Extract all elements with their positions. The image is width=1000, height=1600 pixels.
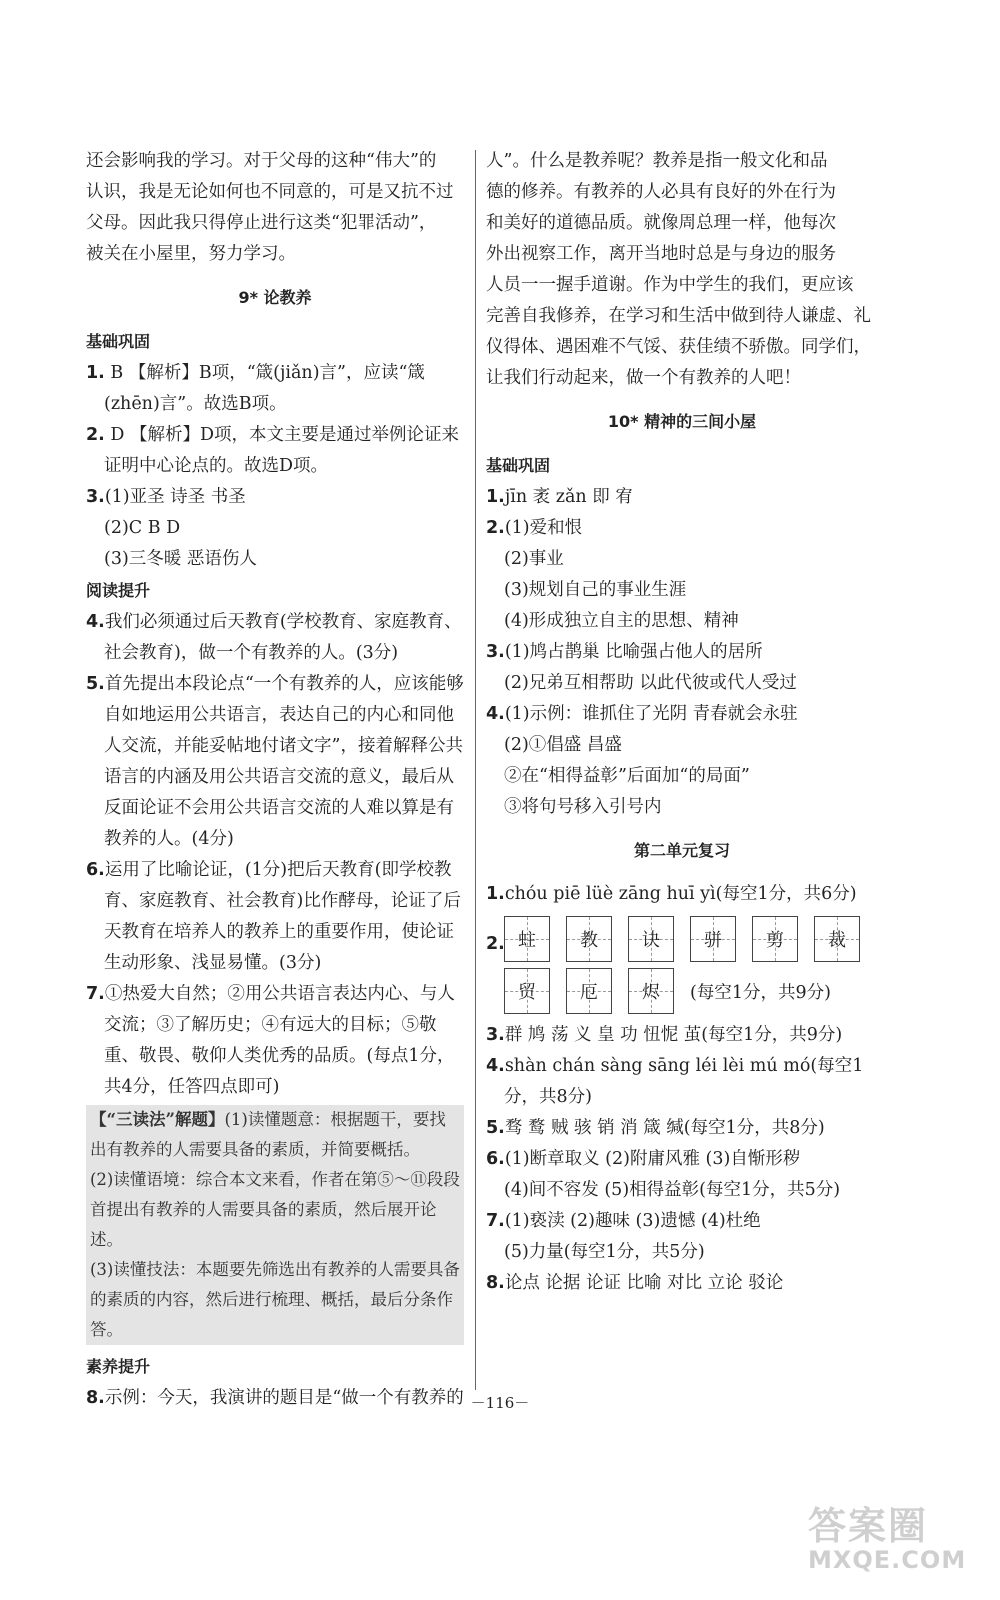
intro-line: 和美好的道德品质。就像周总理一样，他每次 xyxy=(486,213,836,233)
intro-line: 被关在小屋里，努力学习。 xyxy=(86,244,296,264)
intro-line: 认识，我是无论如何也不同意的，可是又抗不过 xyxy=(86,182,454,202)
intro-line: 让我们行动起来，做一个有教养的人吧！ xyxy=(486,368,801,388)
section-heading: 素养提升 xyxy=(86,1357,151,1376)
lesson-title: 10* 精神的三间小屋 xyxy=(607,412,757,431)
solution-tip-box xyxy=(86,1105,464,1345)
answer-item: 7.(1)亵渎 (2)趣味 (3)遗憾 (4)杜绝 xyxy=(486,1211,761,1231)
answer-item: 7.①热爱大自然；②用公共语言表达内心、与人交流；③了解历史；④有远大的目标；⑤敬重、敬畏、敬仰人类优秀的品质。(每点1分，共4分，任答四点即可) xyxy=(86,984,455,1097)
section-heading: 基础巩固 xyxy=(486,456,551,475)
tianzige-cell: 诀 xyxy=(628,916,674,962)
answer-item: 4.shàn chán sàng sāng léi lèi mú mó(每空1分，共8分) xyxy=(486,1056,864,1107)
intro-line: 仪得体、遇困难不气馁、获佳绩不骄傲。同学们， xyxy=(486,337,871,357)
answer-item: 1.jīn 袤 zǎn 即 宥 xyxy=(486,487,633,507)
page-number: －116－ xyxy=(470,1394,530,1412)
watermark-url: MXQE.COM xyxy=(808,1546,967,1574)
answer-item: 8.论点 论据 论证 比喻 对比 立论 驳论 xyxy=(486,1273,784,1293)
answer-item-grid xyxy=(486,916,878,1014)
answer-subline: ③将句号移入引号内 xyxy=(504,797,662,817)
tianzige-cell: 裁 xyxy=(814,916,860,962)
answer-subline: (3)规划自己的事业生涯 xyxy=(504,580,687,600)
answer-item: 1. B 【解析】B项，“箴(jiǎn)言”，应读“箴(zhēn)言”。故选B项。 xyxy=(86,363,425,414)
answer-subline: (4)间不容发 (5)相得益彰(每空1分，共5分) xyxy=(504,1180,841,1200)
answer-subline: (5)力量(每空1分，共5分) xyxy=(504,1242,705,1262)
intro-line: 人”。什么是教养呢？教养是指一般文化和品 xyxy=(486,151,828,171)
tianzige-cell: 厄 xyxy=(566,968,612,1014)
tianzige-cell: 蛀 xyxy=(504,916,550,962)
left-column xyxy=(86,146,464,1414)
tip-title: 【“三读法”解题】 xyxy=(90,1110,225,1129)
unit-review-title: 第二单元复习 xyxy=(633,841,730,860)
answer-item: 3.(1)亚圣 诗圣 书圣 xyxy=(86,487,246,507)
intro-line: 还会影响我的学习。对于父母的这种“伟大”的 xyxy=(86,151,437,171)
watermark-logo xyxy=(808,1495,988,1595)
tianzige-cell: 烬 xyxy=(628,968,674,1014)
answer-subline: (2)①倡盛 昌盛 xyxy=(504,735,622,755)
answer-item: 6.运用了比喻论证，(1分)把后天教育(即学校教育、家庭教育、社会教育)比作酵母，论证了后天教育在培养人的教养上的重要作用，使论证生动形象、浅显易懂。(3分) xyxy=(86,860,461,973)
tianzige-cell: 贸 xyxy=(504,968,550,1014)
tip-paragraph: (2)读懂语境：综合本文来看，作者在第⑤～⑪段段首提出有教养的人需要具备的素质，然后展开论述。 xyxy=(90,1170,460,1249)
intro-line: 完善自我修养，在学习和生活中做到待人谦虚、礼 xyxy=(486,306,871,326)
answer-item: 8.示例：今天，我演讲的题目是“做一个有教养的 xyxy=(86,1388,464,1408)
answer-item: 3.(1)鸠占鹊巢 比喻强占他人的居所 xyxy=(486,642,763,662)
tianzige-cell: 教 xyxy=(566,916,612,962)
answer-item: 5.骛 鹜 贼 骇 销 消 箴 缄(每空1分，共8分) xyxy=(486,1118,825,1138)
intro-line: 外出视察工作，离开当地时总是与身边的服务 xyxy=(486,244,836,264)
answer-subline: ②在“相得益彰”后面加“的局面” xyxy=(504,766,750,786)
score-note: (每空1分，共9分) xyxy=(690,982,831,1003)
watermark-title: 答案圈 xyxy=(808,1504,929,1548)
tianzige-row xyxy=(504,968,878,1014)
intro-line: 德的修养。有教养的人必具有良好的外在行为 xyxy=(486,182,836,202)
right-column xyxy=(486,146,878,1299)
tip-paragraph: 【“三读法”解题】(1)读懂题意：根据题干，要找出有教养的人需要具备的素质，并简要概括。 xyxy=(90,1110,446,1159)
answer-item: 4.(1)示例：谁抓住了光阴 青春就会永驻 xyxy=(486,704,798,724)
tianzige-cell: 骈 xyxy=(690,916,736,962)
answer-item: 4.我们必须通过后天教育(学校教育、家庭教育、社会教育)，做一个有教养的人。(3分) xyxy=(86,612,462,663)
answer-item: 1.chóu piē lüè zāng huī yì(每空1分，共6分) xyxy=(486,884,857,904)
answer-subline: (3)三冬暖 恶语伤人 xyxy=(104,549,257,569)
section-heading: 阅读提升 xyxy=(86,581,151,600)
tip-paragraph: (3)读懂技法：本题要先筛选出有教养的人需要具备的素质的内容，然后进行梳理、概括，最后分条作答。 xyxy=(90,1260,460,1339)
answer-item: 2.(1)爱和恨 xyxy=(486,518,583,538)
answer-subline: (2)事业 xyxy=(504,549,564,569)
column-divider xyxy=(475,150,476,1390)
intro-line: 人员一一握手道谢。作为中学生的我们，更应该 xyxy=(486,275,854,295)
lesson-title: 9* 论教养 xyxy=(238,288,312,307)
answer-item: 2. D 【解析】D项，本文主要是通过举例论证来证明中心论点的。故选D项。 xyxy=(86,425,460,476)
answer-subline: (2)C B D xyxy=(104,518,181,538)
answer-item: 5.首先提出本段论点“一个有教养的人，应该能够自如地运用公共语言，表达自己的内心和同他人交流，并能妥帖地付诸文字”，接着解释公共语言的内涵及用公共语言交流的意义，最后从反面论证不会用公共语言交流的人难以算是有教养的人。(4分) xyxy=(86,674,464,849)
answer-item: 3.群 鸠 荡 义 皇 功 忸怩 茧(每空1分，共9分) xyxy=(486,1025,843,1045)
tianzige-cell: 剪 xyxy=(752,916,798,962)
intro-line: 父母。因此我只得停止进行这类“犯罪活动”， xyxy=(86,213,437,233)
section-heading: 基础巩固 xyxy=(86,332,151,351)
answer-subline: (4)形成独立自主的思想、精神 xyxy=(504,611,739,631)
answer-item: 6.(1)断章取义 (2)附庸风雅 (3)自惭形秽 xyxy=(486,1149,801,1169)
answer-subline: (2)兄弟互相帮助 以此代彼或代人受过 xyxy=(504,673,797,693)
tianzige-row xyxy=(504,916,878,962)
item-number: 2. xyxy=(486,934,505,954)
